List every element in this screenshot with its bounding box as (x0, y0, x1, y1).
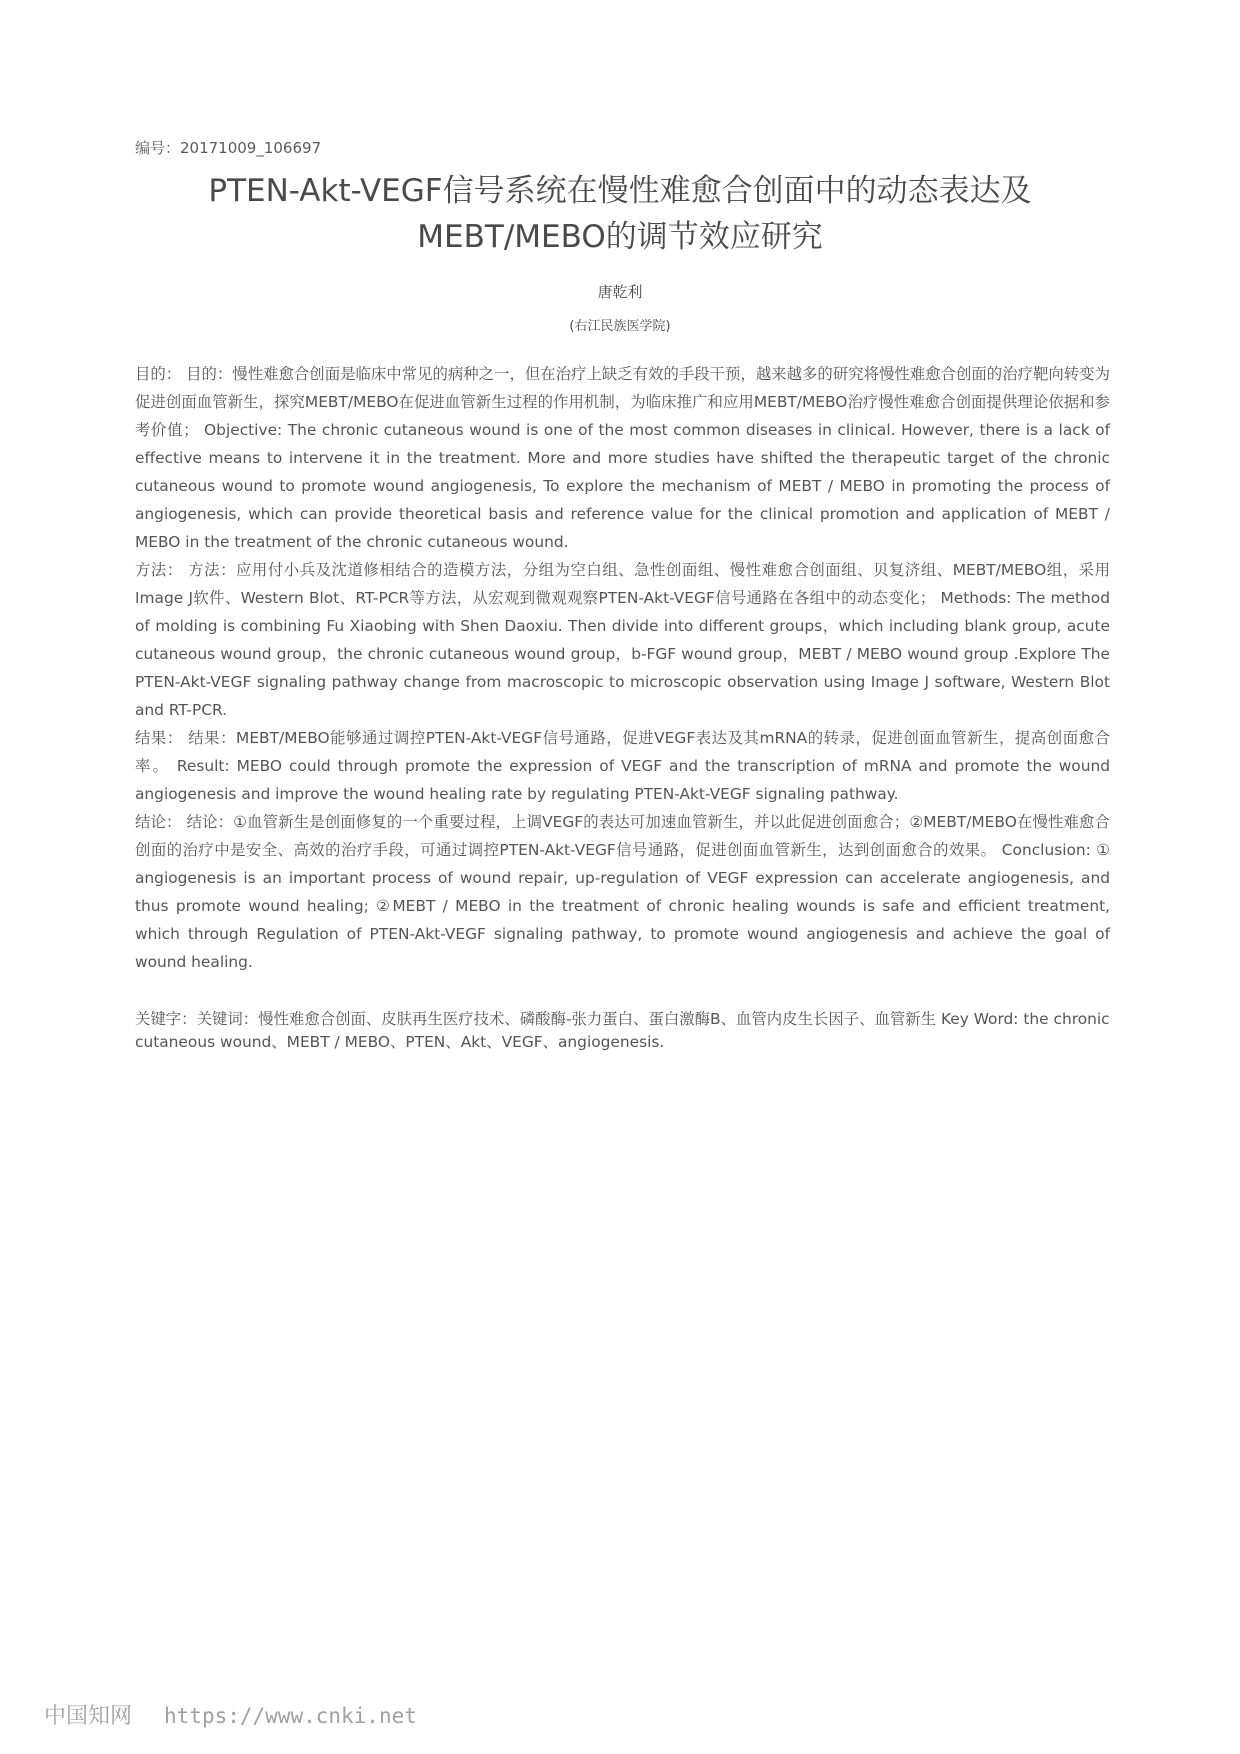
author-affiliation: (右江民族医学院) (569, 319, 671, 334)
document-number: 编号：20171009_106697 (135, 139, 322, 157)
conclusion-label: 结论： (135, 813, 182, 831)
footer-url[interactable]: https://www.cnki.net (164, 1704, 417, 1728)
abstract (135, 360, 1110, 976)
abstract-conclusion (135, 808, 1110, 976)
keywords-text: 关键词：慢性难愈合创面、皮肤再生医疗技术、磷酸酶-张力蛋白、蛋白激酶B、血管内皮生长因子、血管新生 Key Word: the chronic cutaneous wound、MEBT / MEBO、PTEN、Akt、VEGF、angiogenesis. (135, 1010, 1110, 1051)
keywords (135, 1008, 1110, 1054)
abstract-objective (135, 360, 1110, 556)
footer-brand: 中国知网 (44, 1704, 133, 1729)
conclusion-text: 结论：①血管新生是创面修复的一个重要过程，上调VEGF的表达可加速血管新生，并以此促进创面愈合；②MEBT/MEBO在慢性难愈合创面的治疗中是安全、高效的治疗手段，可通过调控PTEN-Akt-VEGF信号通路，促进创面血管新生，达到创面愈合的效果。 Conclusion: ① angiogenesis is an important process of wound repair, up-regulation of VEGF expression can accelerate angiogenesis, and thus promote wound healing; ②MEBT / MEBO in the treatment of chronic healing wounds is safe and efficient treatment, which through Regulation of PTEN-Akt-VEGF signaling pathway, to promote wound angiogenesis and achieve the goal of wound healing. (135, 813, 1110, 971)
methods-label: 方法： (135, 561, 183, 579)
abstract-results (135, 724, 1110, 808)
objective-label: 目的： (135, 365, 182, 383)
paper-title: PTEN-Akt-VEGF信号系统在慢性难愈合创面中的动态表达及MEBT/MEBO的调节效应研究 (208, 173, 1032, 255)
results-text: 结果：MEBT/MEBO能够通过调控PTEN-Akt-VEGF信号通路，促进VEGF表达及其mRNA的转录，促进创面血管新生，提高创面愈合率。 Result: MEBO could through promote the expression of VEGF and the transcription of mRNA and promote the wound angiogenesis and improve the wound healing rate by regulating PTEN-Akt-VEGF signaling pathway. (135, 729, 1110, 803)
footer-watermark (44, 1699, 417, 1730)
abstract-methods (135, 556, 1110, 724)
objective-text: 目的：慢性难愈合创面是临床中常见的病种之一，但在治疗上缺乏有效的手段干预，越来越多的研究将慢性难愈合创面的治疗靶向转变为促进创面血管新生，探究MEBT/MEBO在促进血管新生过程的作用机制，为临床推广和应用MEBT/MEBO治疗慢性难愈合创面提供理论依据和参考价值； Objective: The chronic cutaneous wound is one of the most common diseases in clinical. However, there is a lack of effective means to intervene it in the treatment. More and more studies have shifted the therapeutic target of the chronic cutaneous wound to promote wound angiogenesis, To explore the mechanism of MEBT / MEBO in promoting the process of angiogenesis, which can provide theoretical basis and reference value for the clinical promotion and application of MEBT / MEBO in the treatment of the chronic cutaneous wound. (135, 365, 1110, 551)
methods-text: 方法：应用付小兵及沈道修相结合的造模方法，分组为空白组、急性创面组、慢性难愈合创面组、贝复济组、MEBT/MEBO组，采用Image J软件、Western Blot、RT-PCR等方法，从宏观到微观观察PTEN-Akt-VEGF信号通路在各组中的动态变化； Methods: The method of molding is combining Fu Xiaobing with Shen Daoxiu. Then divide into different groups，which including blank group, acute cutaneous wound group，the chronic cutaneous wound group，b-FGF wound group，MEBT / MEBO wound group .Explore The PTEN-Akt-VEGF signaling pathway change from macroscopic to microscopic observation using Image J software, Western Blot and RT-PCR. (135, 561, 1110, 719)
results-label: 结果： (135, 729, 183, 747)
author-name: 唐乾利 (597, 283, 643, 301)
keywords-label: 关键字： (135, 1010, 197, 1028)
